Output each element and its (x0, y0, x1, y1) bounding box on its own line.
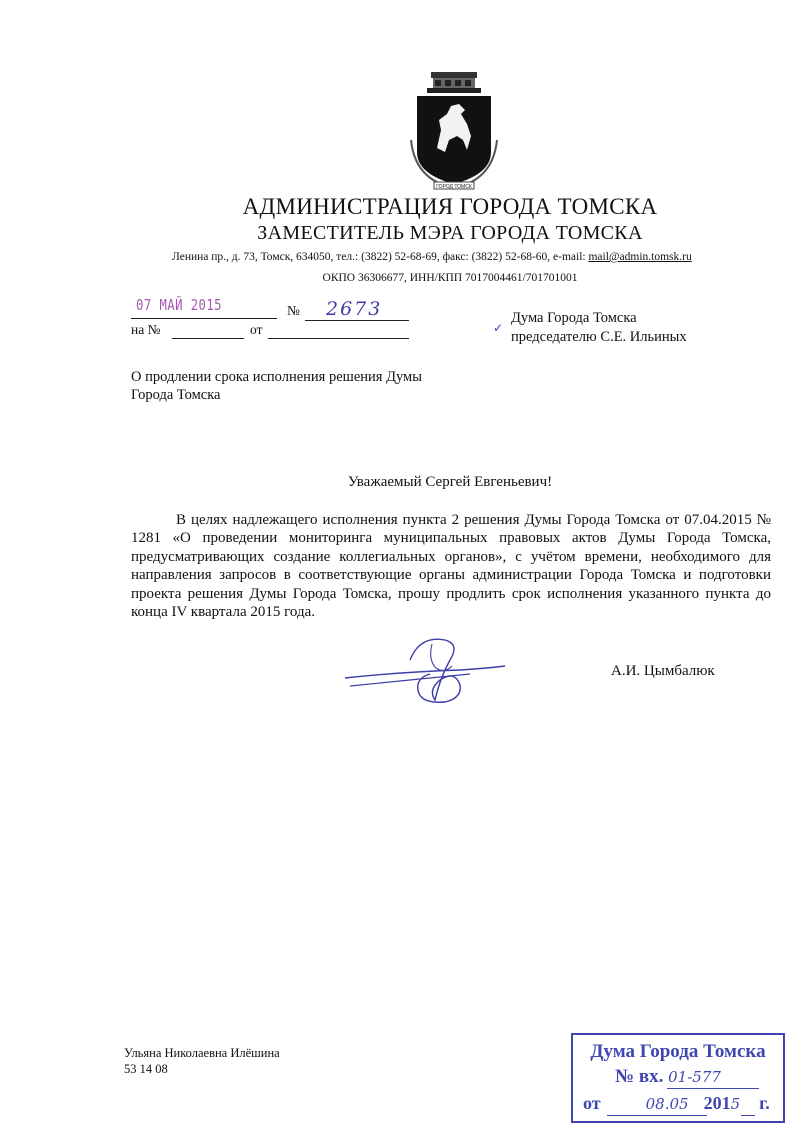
registration-stamp (571, 1033, 785, 1123)
addressee-line-2: председателю С.Е. Ильиных (511, 329, 687, 345)
registration-in-number (615, 1066, 721, 1088)
addressee (511, 309, 687, 347)
registration-year-suffix: г. (759, 1093, 770, 1113)
ref-from-label: от (250, 322, 263, 337)
greeting: Уважаемый Сергей Евгеньевич! (347, 474, 553, 490)
contacts-line (172, 251, 692, 263)
tomsk-coat-of-arms-icon (409, 70, 499, 194)
ref-label: на № (131, 322, 161, 337)
addressee-line-1: Дума Города Томска (511, 310, 637, 326)
signature-scribble (340, 630, 510, 705)
executor-name: Ульяна Николаевна Илёшина (124, 1046, 280, 1060)
outgoing-number: 2673 (326, 298, 383, 320)
registration-number-line (667, 1088, 759, 1089)
number-label: № (287, 303, 300, 318)
registration-date-line (607, 1115, 707, 1116)
ref-date-line (268, 338, 409, 339)
emblem-motto: ГОРОД ТОМСК (436, 184, 472, 190)
position-title: ЗАМЕСТИТЕЛЬ МЭРА ГОРОДА ТОМСКА (257, 222, 643, 244)
registration-year-hand: 5 (730, 1095, 741, 1113)
registration-in-value: 01-577 (668, 1068, 721, 1086)
registration-year-line (741, 1115, 755, 1116)
ref-number-line (172, 338, 244, 339)
subject (131, 368, 422, 404)
registration-year-printed: 201 (703, 1093, 731, 1113)
number-line (305, 320, 409, 321)
date-stamp: 07 МАЙ 2015 (136, 296, 222, 314)
email-link[interactable]: mail@admin.tomsk.ru (588, 251, 692, 263)
registration-in-label: № вх. (615, 1066, 664, 1087)
registration-date-hand: 08.05 (645, 1095, 689, 1113)
subject-line-1: О продлении срока исполнения решения Думы (131, 369, 422, 385)
executor-phone: 53 14 08 (124, 1062, 168, 1076)
letter-body: В целях надлежащего исполнения пункта 2 решения Думы Города Томска от 07.04.2015 № 1281 «О проведении мониторинга муниципальных правовых актов Думы Города Томска, предусматривающих создание коллегиальных органов», с учётом времени, необходимого для направления запросов в соответствующие органы администрации Города Томска и подготовки проекта решения Думы Города Томска, прошу продлить срок исполнения указанного пункта до конца IV квартала 2015 года. (131, 512, 771, 621)
subject-line-2: Города Томска (131, 387, 221, 403)
organization-title: АДМИНИСТРАЦИЯ ГОРОДА ТОМСКА (242, 194, 658, 219)
executor (124, 1045, 280, 1077)
org-codes: ОКПО 36306677, ИНН/КПП 7017004461/701701001 (322, 272, 578, 284)
registration-stamp-title: Дума Города Томска (590, 1041, 766, 1062)
contacts-text: Ленина пр., д. 73, Томск, 634050, тел.: (3822) 52-68-69, факс: (3822) 52-68-60, e-mail: (172, 251, 589, 263)
check-mark-icon: ✓ (493, 321, 504, 335)
registration-from-label: от (583, 1093, 601, 1113)
signer-name: А.И. Цымбалюк (611, 663, 715, 679)
date-line (131, 318, 277, 319)
registration-date (583, 1093, 770, 1114)
